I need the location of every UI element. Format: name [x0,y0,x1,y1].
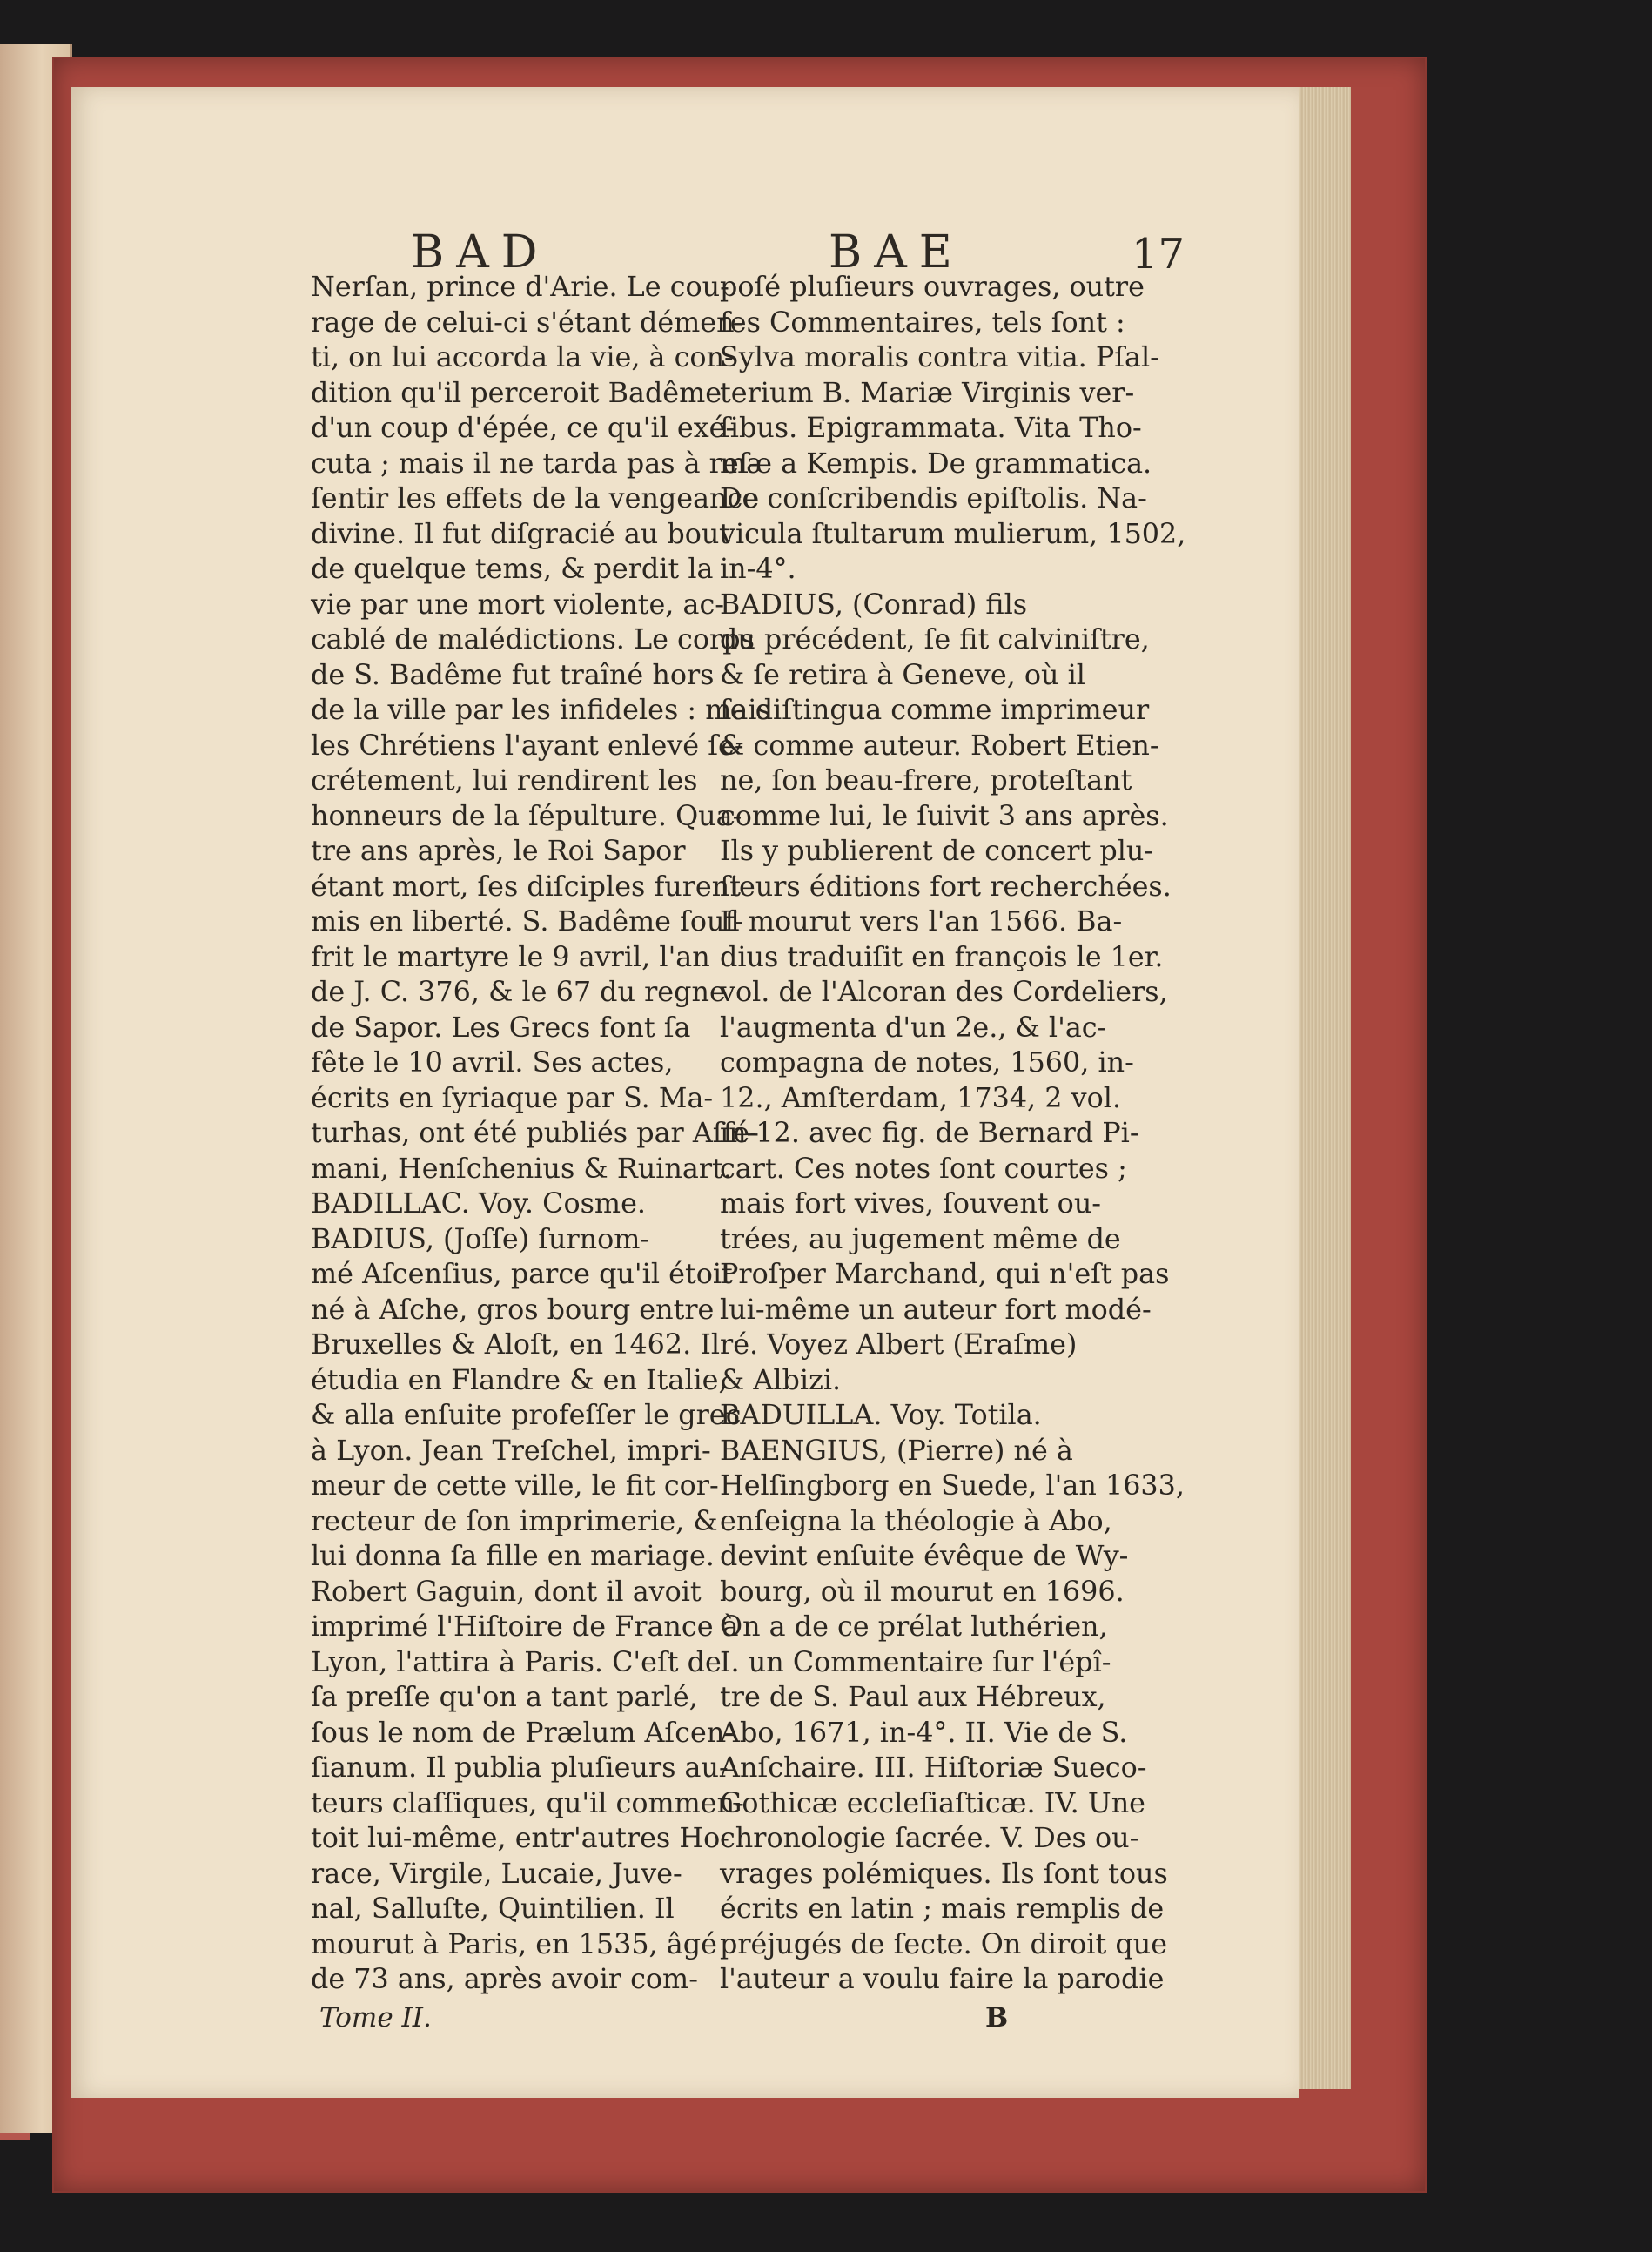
text-line: & alla enſuite profeſſer le grec [311,1399,742,1431]
text-line: mani, Henſchenius & Ruinart. [311,1152,732,1185]
text-line: vicula ſtultarum mulierum, 1502, [720,517,1186,550]
text-line: de S. Badême fut traîné hors [311,658,715,691]
text-line: à Lyon. Jean Treſchel, impri- [311,1434,711,1467]
text-line: trées, au jugement même de [720,1222,1121,1255]
text-line: De conſcribendis epiſtolis. Na- [720,482,1147,514]
text-line: devint enſuite évêque de Wy- [720,1540,1129,1572]
text-line: l'augmenta d'un 2e., & l'ac- [720,1011,1107,1044]
text-line: l'auteur a voulu faire la parodie [720,1963,1165,1995]
text-line: Ils y publierent de concert plu- [720,835,1154,867]
text-line: nal, Salluſte, Quintilien. Il [311,1892,675,1925]
text-line: ſes Commentaires, tels ſont : [720,306,1125,339]
text-line: de Sapor. Les Grecs font ſa [311,1011,691,1044]
text-line: Bruxelles & Aloſt, en 1462. Il [311,1328,721,1361]
text-line: imprimé l'Hiſtoire de France à [311,1610,739,1643]
text-line: Lyon, l'attira à Paris. C'eſt de [311,1645,722,1678]
text-line: ſous le nom de Prælum Aſcen- [311,1716,735,1749]
text-line: 12., Amſterdam, 1734, 2 vol. [720,1081,1121,1114]
right-column [720,270,1186,1998]
text-line: in-4°. [720,553,796,585]
text-line: terium B. Mariæ Virginis ver- [720,376,1135,409]
page-content [193,226,1186,2034]
text-line: Il mourut vers l'an 1566. Ba- [720,905,1123,938]
text-line: de la ville par les infideles : mais [311,694,771,726]
text-line: ſentir les effets de la vengeance [311,482,760,514]
text-line: lui donna ſa fille en mariage. [311,1540,715,1572]
text-line: enſeigna la théologie à Abo, [720,1504,1112,1537]
text-line: cart. Ces notes ſont courtes ; [720,1152,1127,1185]
text-line: mais fort vives, ſouvent ou- [720,1187,1102,1220]
text-line: in-12. avec fig. de Bernard Pi- [720,1117,1139,1149]
text-line: vol. de l'Alcoran des Cordeliers, [720,976,1168,1008]
page-number: 17 [1132,230,1185,279]
text-line: Sylva moralis contra vitia. Pſal- [720,341,1159,373]
text-line: & comme auteur. Robert Etien- [720,729,1159,762]
text-line: de quelque tems, & perdit la [311,553,714,585]
text-line: vrages polémiques. Ils ſont tous [720,1857,1168,1890]
text-line: mis en liberté. S. Badême ſouf- [311,905,743,938]
text-line: Gothicæ eccleſiaſticæ. IV. Une [720,1786,1145,1819]
text-line: de J. C. 376, & le 67 du regne [311,976,726,1008]
text-line: teurs claſſiques, qu'il commen- [311,1786,744,1819]
text-line: étudia en Flandre & en Italie, [311,1363,728,1396]
text-line: BADIUS, (Conrad) fils [720,588,1028,621]
text-line: compagna de notes, 1560, in- [720,1046,1134,1079]
text-line: mæ a Kempis. De grammatica. [720,447,1152,480]
text-line: recteur de ſon imprimerie, & [311,1504,718,1537]
text-line: ſa preſſe qu'on a tant parlé, [311,1681,698,1713]
text-line: race, Virgile, Lucaie, Juve- [311,1857,682,1890]
text-line: mourut à Paris, en 1535, âgé [311,1927,717,1960]
text-line: dition qu'il perceroit Badême [311,376,722,409]
text-line: honneurs de la ſépulture. Qua- [311,799,742,832]
running-head-left: BAD [411,226,550,279]
text-line: & Albizi. [720,1363,842,1396]
text-line: lui-même un auteur fort modé- [720,1293,1152,1326]
text-line: étant mort, ſes diſciples furent [311,870,741,903]
text-line: d'un coup d'épée, ce qu'il exé- [311,412,735,444]
text-line: ſe diſtingua comme imprimeur [720,694,1150,726]
text-line: ne, ſon beau-frere, proteſtant [720,764,1132,797]
running-head-center: BAE [829,226,964,279]
text-line: ti, on lui accorda la vie, à con- [311,341,734,373]
text-line: turhas, ont été publiés par Aſſé- [311,1117,759,1149]
text-line: ré. Voyez Albert (Eraſme) [720,1328,1078,1361]
text-line: ſianum. Il publia pluſieurs au- [311,1751,729,1784]
text-line: écrits en ſyriaque par S. Ma- [311,1081,714,1114]
text-line: divine. Il fut diſgracié au bout [311,517,731,550]
text-line: chronologie ſacrée. V. Des ou- [720,1822,1139,1854]
text-line: BAENGIUS, (Pierre) né à [720,1434,1073,1467]
book-page [71,87,1299,2098]
text-line: rage de celui-ci s'étant démen- [311,306,744,339]
text-line: de 73 ans, après avoir com- [311,1963,698,1995]
text-line: mé Aſcenſius, parce qu'il étoit [311,1258,733,1290]
text-line: & ſe retira à Geneve, où il [720,658,1085,691]
text-line: BADILLAC. Voy. Cosme. [311,1187,646,1220]
text-line: BADIUS, (Joſſe) ſurnom- [311,1222,650,1255]
text-line: fête le 10 avril. Ses actes, [311,1046,674,1079]
text-line: poſé pluſieurs ouvrages, outre [720,271,1145,303]
text-line: On a de ce prélat luthérien, [720,1610,1108,1643]
text-line: crétement, lui rendirent les [311,764,698,797]
text-line: ſieurs éditions fort recherchées. [720,870,1172,903]
text-line: du précédent, ſe fit calviniſtre, [720,623,1150,655]
text-line: bourg, où il mourut en 1696. [720,1575,1125,1608]
text-line: vie par une mort violente, ac- [311,588,724,621]
text-line: Proſper Marchand, qui n'eſt pas [720,1258,1170,1290]
text-line: cablé de malédictions. Le corps [311,623,755,655]
volume-footer: Tome II. [319,2002,432,2034]
text-line: BADUILLA. Voy. Totila. [720,1399,1042,1431]
text-line: Abo, 1671, in-4°. II. Vie de S. [720,1716,1128,1749]
text-line: toit lui-même, entr'autres Ho- [311,1822,729,1854]
signature-mark: B [985,2002,1009,2034]
text-line: tre de S. Paul aux Hébreux, [720,1681,1106,1713]
text-line: écrits en latin ; mais remplis de [720,1892,1165,1925]
text-line: I. un Commentaire ſur l'épî- [720,1645,1111,1678]
text-line: meur de cette ville, le fit cor- [311,1469,719,1502]
text-line: Robert Gaguin, dont il avoit [311,1575,702,1608]
text-line: tre ans après, le Roi Sapor [311,835,686,867]
text-line: né à Aſche, gros bourg entre [311,1293,715,1326]
text-line: frit le martyre le 9 avril, l'an [311,940,710,973]
text-line: cuta ; mais il ne tarda pas à reſ- [311,447,759,480]
text-line: dius traduiſit en françois le 1er. [720,940,1164,973]
text-line: Nerſan, prince d'Arie. Le cou- [311,271,729,303]
text-line: Anſchaire. III. Hiſtoriæ Sueco- [720,1751,1147,1784]
text-line: préjugés de ſecte. On diroit que [720,1927,1168,1960]
text-line: ſibus. Epigrammata. Vita Tho- [720,412,1142,444]
text-line: Helſingborg en Suede, l'an 1633, [720,1469,1185,1502]
text-line: les Chrétiens l'ayant enlevé ſe- [311,729,744,762]
text-line: comme lui, le ſuivit 3 ans après. [720,799,1169,832]
